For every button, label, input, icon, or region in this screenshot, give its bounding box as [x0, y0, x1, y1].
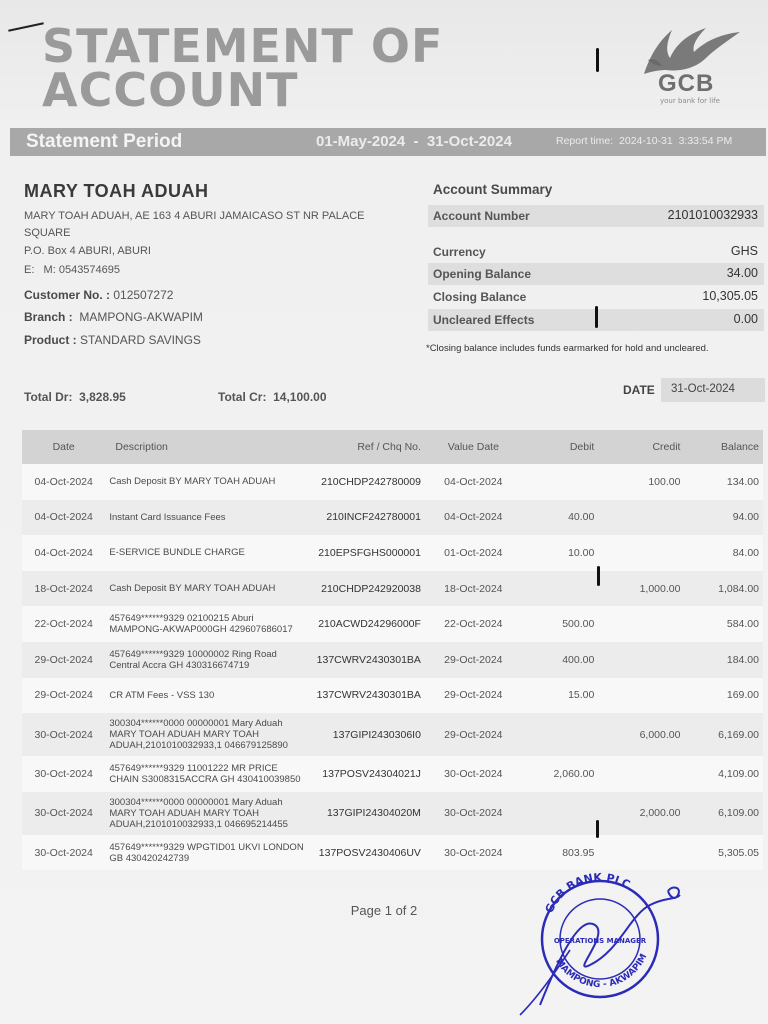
cell-ref: 210CHDP242780009: [321, 475, 421, 488]
cell-date: 30-Oct-2024: [34, 767, 93, 780]
cell-credit: [598, 535, 684, 571]
cell-balance: 6,169.00: [718, 728, 759, 741]
cell-credit: [598, 500, 684, 536]
cell-credit: 6,000.00: [639, 728, 681, 741]
cell-balance: 6,109.00: [718, 807, 759, 820]
cell-date: 18-Oct-2024: [34, 582, 93, 595]
bank-stamp-seal-icon: [500, 855, 700, 1020]
customer-contact: E: M: 0543574695: [24, 264, 121, 276]
column-header-date: Date: [22, 430, 105, 464]
cell-value-date: 29-Oct-2024: [444, 689, 503, 702]
pen-mark: [8, 22, 44, 31]
cell-debit: 40.00: [568, 511, 595, 524]
summary-value: GHS: [730, 244, 758, 258]
customer-number-label: Customer No. :: [24, 288, 111, 302]
pen-tick-mark: [596, 48, 599, 72]
cell-ref: 137POSV2430406UV: [318, 846, 421, 859]
cell-date: 22-Oct-2024: [34, 618, 93, 631]
table-row: [22, 500, 763, 536]
cell-debit: 2,060.00: [553, 767, 595, 780]
cell-description: E-SERVICE BUNDLE CHARGE: [109, 547, 245, 559]
cell-ref: 210ACWD24296000F: [318, 618, 421, 631]
table-row: [22, 713, 763, 756]
cell-ref: 210INCF242780001: [326, 511, 421, 524]
cell-ref: 137GIPI24304020M: [326, 807, 421, 820]
summary-row-account-number: [428, 205, 764, 227]
branch-line: [24, 310, 203, 324]
cell-ref: 137POSV24304021J: [322, 767, 421, 780]
cell-debit: [522, 792, 599, 835]
statement-date: [599, 378, 765, 402]
transactions-table: [22, 430, 763, 870]
cell-date: 04-Oct-2024: [34, 546, 93, 559]
product-line: [24, 333, 201, 347]
cell-balance: 584.00: [726, 618, 759, 631]
cell-balance: 4,109.00: [718, 767, 759, 780]
statement-date-label: DATE: [623, 383, 655, 397]
cell-date: 30-Oct-2024: [34, 728, 93, 741]
cell-date: 30-Oct-2024: [34, 807, 93, 820]
cell-description: Instant Card Issuance Fees: [109, 511, 226, 523]
cell-credit: [598, 756, 684, 792]
customer-name: MARY TOAH ADUAH: [24, 181, 209, 201]
cell-balance: 84.00: [732, 546, 759, 559]
pen-tick-mark: [595, 306, 598, 328]
column-header-description: Description: [105, 430, 311, 464]
stamp-bottom-text: MAMPONG - AKWAPIM: [553, 952, 650, 991]
cell-ref: 137GIPI2430306I0: [332, 728, 421, 741]
cell-value-date: 22-Oct-2024: [444, 618, 503, 631]
summary-label: Currency: [433, 245, 486, 259]
svg-text:GCB BANK PLC: [543, 871, 633, 915]
column-header-debit: Debit: [522, 430, 599, 464]
cell-description: CR ATM Fees - VSS 130: [109, 689, 215, 701]
cell-ref: 210EPSFGHS000001: [318, 546, 421, 559]
total-credit: [218, 390, 327, 404]
summary-row-opening-balance: [428, 263, 764, 285]
cell-value-date: 29-Oct-2024: [444, 653, 503, 666]
column-header-value-date: Value Date: [425, 430, 522, 464]
cell-credit: [598, 678, 684, 714]
cell-balance: 1,084.00: [718, 582, 759, 595]
summary-value: 2101010032933: [667, 208, 758, 222]
summary-label: Closing Balance: [433, 290, 527, 304]
table-row: [22, 464, 763, 500]
cell-value-date: 30-Oct-2024: [444, 846, 503, 859]
cell-value-date: 30-Oct-2024: [444, 807, 503, 820]
cell-description: Cash Deposit BY MARY TOAH ADUAH: [109, 583, 276, 595]
summary-label: Opening Balance: [433, 267, 532, 281]
cell-description: 300304******0000 00000001 Mary Aduah MARY TOAH ADUAH MARY TOAH ADUAH,2101010032933,1 046679125890: [109, 718, 288, 752]
total-debit-label: Total Dr:: [24, 390, 73, 404]
product-label: Product :: [24, 333, 77, 347]
total-debit: [24, 390, 126, 404]
total-credit-value: 14,100.00: [273, 390, 327, 404]
statement-period-band: [10, 128, 766, 156]
page-number: Page 1 of 2: [350, 903, 418, 918]
cell-description: 457649******9329 11001222 MR PRICE CHAIN S3008315ACCRA GH 430410039850: [109, 762, 301, 785]
cell-debit: [522, 571, 599, 607]
total-debit-value: 3,828.95: [79, 390, 126, 404]
cell-value-date: 04-Oct-2024: [444, 511, 503, 524]
statement-period-dates: 01-May-2024 - 31-Oct-2024: [316, 133, 512, 150]
cell-credit: [598, 642, 684, 678]
cell-ref: 137CWRV2430301BA: [316, 653, 421, 666]
summary-row-closing-balance: [428, 286, 764, 308]
cell-debit: [522, 713, 599, 756]
statement-date-value: 31-Oct-2024: [661, 378, 765, 402]
cell-credit: 1,000.00: [639, 582, 681, 595]
cell-debit: 500.00: [562, 618, 595, 631]
cell-date: 04-Oct-2024: [34, 511, 93, 524]
cell-description: Cash Deposit BY MARY TOAH ADUAH: [109, 476, 276, 488]
page-title: [42, 19, 444, 117]
cell-description: 300304******0000 00000001 Mary Aduah MARY TOAH ADUAH MARY TOAH ADUAH,2101010032933,1 046695214455: [109, 796, 288, 830]
table-header-row: [22, 430, 763, 464]
cell-credit: 2,000.00: [639, 807, 681, 820]
customer-address: MARY TOAH ADUAH, AE 163 4 ABURI JAMAICASO ST NR PALACE SQUARE: [24, 210, 365, 239]
table-row: [22, 756, 763, 792]
summary-value: 0.00: [733, 312, 758, 326]
cell-debit: 400.00: [562, 653, 595, 666]
table-row: [22, 792, 763, 835]
title-line-2: ACCOUNT: [42, 63, 299, 117]
cell-date: 30-Oct-2024: [34, 846, 93, 859]
customer-number-line: [24, 288, 173, 302]
branch-value: MAMPONG-AKWAPIM: [79, 310, 203, 324]
cell-credit: 100.00: [648, 475, 681, 488]
cell-debit: 15.00: [568, 689, 595, 702]
pen-tick-mark: [596, 820, 599, 838]
cell-description: 457649******9329 10000002 Ring Road Central Accra GH 430316674719: [109, 648, 277, 671]
table-row: [22, 571, 763, 607]
stamp-top-text: GCB BANK PLC: [542, 870, 633, 916]
cell-value-date: 18-Oct-2024: [444, 582, 503, 595]
cell-balance: 184.00: [726, 653, 759, 666]
report-time: Report time: 2024-10-31 3:33:54 PM: [556, 135, 733, 147]
cell-balance: 134.00: [726, 475, 759, 488]
branch-label: Branch :: [24, 310, 73, 324]
pen-tick-mark: [597, 566, 600, 586]
cell-debit: 803.95: [562, 846, 595, 859]
table-row: [22, 678, 763, 714]
cell-balance: 169.00: [726, 689, 759, 702]
cell-balance: 94.00: [732, 511, 759, 524]
product-value: STANDARD SAVINGS: [80, 333, 201, 347]
cell-debit: [522, 464, 599, 500]
statement-period-label: Statement Period: [26, 131, 183, 152]
cell-credit: [598, 606, 684, 642]
cell-date: 04-Oct-2024: [34, 475, 93, 488]
title-line-1: STATEMENT OF: [42, 19, 444, 73]
cell-balance: 5,305.05: [718, 846, 759, 859]
customer-number: 012507272: [113, 288, 174, 302]
column-header-credit: Credit: [598, 430, 684, 464]
cell-ref: 210CHDP242920038: [321, 582, 421, 595]
summary-label: Uncleared Effects: [433, 313, 535, 327]
cell-debit: 10.00: [568, 546, 595, 559]
customer-po-box: P.O. Box 4 ABURI, ABURI: [24, 245, 151, 257]
column-header-balance: Balance: [684, 430, 763, 464]
gcb-logo-text: GCB: [658, 70, 715, 97]
summary-label: Account Number: [433, 209, 530, 223]
stamp-middle-text: OPERATIONS MANAGER: [553, 937, 647, 945]
cell-value-date: 01-Oct-2024: [444, 546, 503, 559]
cell-value-date: 04-Oct-2024: [444, 475, 503, 488]
cell-date: 29-Oct-2024: [34, 653, 93, 666]
summary-value: 10,305.05: [702, 289, 758, 303]
table-row: [22, 535, 763, 571]
column-header-ref: Ref / Chq No.: [311, 430, 425, 464]
cell-description: 457649******9329 WPGTID01 UKVI LONDON GB 430420242739: [109, 841, 304, 864]
cell-value-date: 29-Oct-2024: [444, 728, 503, 741]
summary-row-currency: [428, 241, 764, 263]
cell-description: 457649******9329 02100215 Aburi MAMPONG-AKWAP000GH 429607686017: [109, 613, 293, 636]
cell-date: 29-Oct-2024: [34, 689, 93, 702]
table-row: [22, 642, 763, 678]
cell-ref: 137CWRV2430301BA: [316, 689, 421, 702]
cell-value-date: 30-Oct-2024: [444, 767, 503, 780]
summary-value: 34.00: [726, 266, 758, 280]
table-row: [22, 606, 763, 642]
account-summary-title: Account Summary: [433, 182, 553, 197]
total-credit-label: Total Cr:: [218, 390, 267, 404]
gcb-tagline: your bank for life: [660, 97, 720, 105]
closing-balance-note: *Closing balance includes funds earmarked for hold and uncleared.: [426, 343, 709, 354]
